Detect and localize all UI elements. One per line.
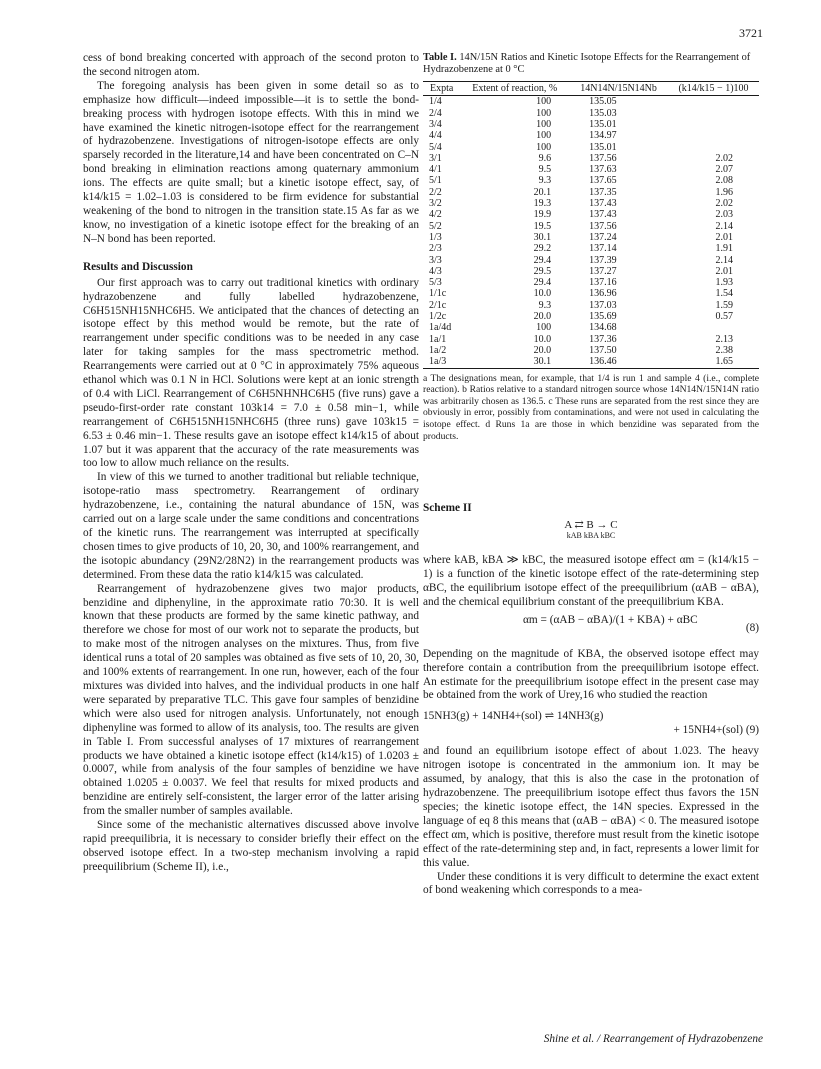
table-cell: 137.36	[589, 333, 617, 345]
table-cell: 135.01	[589, 119, 617, 130]
paragraph: Since some of the mechanistic alternatives discussed above involve rapid preequilibria, it is necessary to consider briefly their effect on the observed isotope effect. In a two-step mechanism involving a rapid preequilibrium (Scheme II), i.e.,	[83, 819, 419, 873]
table-cell: 137.43	[589, 198, 617, 210]
table-cell: 29.4	[533, 277, 552, 289]
table-cell: 1/4	[429, 96, 442, 108]
paragraph: cess of bond breaking concerted with approach of the second proton to the second nitrogen atom.	[83, 52, 419, 78]
table-cell: 1.96	[715, 186, 733, 198]
table-row	[423, 187, 759, 198]
table-row	[423, 130, 759, 141]
table-cell: 2.02	[715, 198, 733, 210]
table-cell: 10.0	[533, 288, 552, 300]
table-cell: 2.14	[715, 220, 733, 232]
table-cell: 2/1c	[429, 299, 447, 311]
table-cell	[668, 96, 759, 108]
table-cell: 30.1	[533, 231, 552, 243]
table-row	[423, 345, 759, 356]
table-cell: 3/3	[429, 254, 442, 266]
equation-8	[423, 614, 759, 644]
paragraph: Under these conditions it is very difficult to determine the exact extent of bond weakening which corresponds to a mea-	[423, 870, 759, 897]
table-cell: 2/2	[429, 186, 442, 198]
table-cell: 2.02	[715, 152, 733, 164]
table-cell: 1.59	[715, 299, 733, 311]
table-cell: 2.01	[715, 265, 733, 277]
table-row	[423, 322, 759, 333]
table-row	[423, 96, 759, 108]
header-extent: Extent of reaction, %	[460, 81, 569, 96]
left-column	[83, 52, 419, 875]
table-row	[423, 356, 759, 368]
table-cell: 1.54	[715, 288, 733, 300]
table-cell: 137.56	[589, 220, 617, 232]
table-cell: 2.13	[715, 333, 733, 345]
table-row	[423, 334, 759, 345]
table-cell: 9.6	[538, 152, 552, 164]
table-cell	[668, 322, 759, 333]
table-cell: 137.63	[589, 164, 617, 176]
equation-9-line1: 15NH3(g) + 14NH4+(sol) ⇌ 14NH3(g)	[423, 710, 604, 723]
table-row	[423, 153, 759, 164]
table-cell: 5/2	[429, 220, 442, 232]
table-cell: 2.14	[715, 254, 733, 266]
scheme-diagram	[423, 518, 759, 544]
table-cell: 135.69	[589, 311, 617, 323]
table-cell: 100	[536, 119, 552, 130]
isotope-table	[423, 81, 759, 369]
right-column	[423, 52, 759, 898]
table-cell: 29.2	[533, 243, 552, 255]
table-row	[423, 209, 759, 220]
scheme-label: Scheme II	[423, 502, 472, 515]
paragraph: where kAB, kBA ≫ kBC, the measured isotope effect αm = (k14/k15 − 1) is a function of the kinetic isotope effect of the rate-determining step αBC, the equilibrium isotope effect of the preequilibrium (αAB − αBA), and the chemical equilibrium constant of the preequilibrium KBA.	[423, 554, 759, 608]
table-row	[423, 288, 759, 299]
table-cell: 135.03	[589, 107, 617, 119]
table-cell: 30.1	[460, 356, 569, 368]
table-cell: 137.35	[589, 186, 617, 198]
equation-8-body: αm = (αAB − αBA)/(1 + KBA) + αBC	[523, 613, 698, 626]
table-cell: 137.56	[589, 152, 617, 164]
table-row	[423, 243, 759, 254]
table-row	[423, 108, 759, 119]
header-ratio: 14N14N/15N14Nb	[569, 81, 668, 96]
table-cell: 9.5	[538, 164, 552, 176]
table-cell: 2.07	[715, 164, 733, 176]
table-body	[423, 96, 759, 368]
scheme-k-back: kBA	[583, 531, 599, 541]
table-title	[423, 52, 759, 77]
equation-9	[423, 709, 759, 737]
equation-8-number: (8)	[745, 621, 759, 634]
table-cell: 3/2	[429, 198, 442, 210]
equation-9-number: (9)	[745, 724, 759, 737]
table-cell: 100	[536, 130, 552, 142]
table-row	[423, 266, 759, 277]
table-title-label: Table I.	[423, 52, 457, 63]
table-row	[423, 142, 759, 153]
table-row	[423, 232, 759, 243]
table-cell: 137.39	[589, 254, 617, 266]
table-row	[423, 255, 759, 266]
table-footnotes: a The designations mean, for example, that 1/4 is run 1 and sample 4 (i.e., complete reaction). b Ratios relative to a standard nitrogen source whose 14N14N/15N14N ratio was arbitrarily chosen as 136.5. c These runs are separated from the rest since they are obviously in error, possibly from contaminations, and were not used in calculating the isotope effect. d Runs 1a are those in which benzidine was separated from the products.	[423, 372, 759, 442]
table-cell: 136.46	[569, 356, 668, 368]
table-cell: 2.03	[715, 209, 733, 221]
table-cell: 136.96	[589, 288, 617, 300]
scheme-k-forward: kAB	[566, 531, 582, 541]
table-cell: 100	[536, 141, 552, 153]
table-cell: 137.14	[589, 243, 617, 255]
paragraph: Rearrangement of hydrazobenzene gives two major products, benzidine and diphenyline, in the approximate ratio 70:30. It is well known that these products are formed by the same kinetic pathway, and therefore we chose for most of our work not to separate the products, but to make most of the nitrogen analyses on the mixtures. Thus, from five identical runs a total of 20 samples was obtained as five sets of 10, 20, 30, and 100% extents of rearrangement. In one run, however, each of the four mixtures was divided into halves, and the individual products in one half were separated by preparative TLC. This gave four samples of benzidine which were also used for nitrogen analysis. Unfortunately, not enough diphenyline was formed to allow of its analysis, too. The results are given in Table I. From successful analyses of 17 mixtures of rearrangement products we have obtained a kinetic isotope effect (k14/k15) of 1.0203 ± 0.0007, while from analysis of the four samples of benzidine we have obtained 1.0205 ± 0.0037. We feel that results for mixed products and benzidine are entirely self-consistent, the larger error of the latter arising from the smaller number of samples available.	[83, 582, 419, 818]
table-title-text: 14N/15N Ratios and Kinetic Isotope Effects for the Rearrangement of Hydrazobenzene at 0 °C	[423, 52, 751, 76]
running-footer: Shine et al. / Rearrangement of Hydrazobenzene	[543, 1033, 763, 1045]
table-cell: 0.57	[715, 311, 733, 323]
table-cell: 4/1	[429, 164, 442, 176]
paragraph: In view of this we turned to another traditional but reliable technique, isotope-ratio mass spectrometry. Rearrangement of ordinary hydrazobenzene, i.e., containing the natural abundance of 15N, was carried out on a large scale under the same conditions and concentrations of the kinetic runs. The rearrangement was interrupted at specifically chosen times to give products of 10, 20, 30, and 100% rearrangement, and the isotopic abundancy (29N2/28N2) in the rearrangement products was determined. From these data the ratio k14/k15 was calculated.	[83, 471, 419, 581]
header-isotope-effect: (k14/k15 − 1)100	[668, 81, 759, 96]
table-cell: 2.01	[715, 231, 733, 243]
table-cell: 134.68	[589, 322, 617, 334]
section-heading: Results and Discussion	[83, 260, 193, 273]
table-cell	[668, 142, 759, 153]
table-cell: 135.01	[589, 141, 617, 153]
table-cell: 137.43	[589, 209, 617, 221]
table-cell: 2.08	[715, 175, 733, 187]
table-cell: 137.65	[589, 175, 617, 187]
table-cell: 1/3	[429, 231, 442, 243]
table-row	[423, 164, 759, 175]
table-cell	[668, 130, 759, 141]
table-cell: 1/2c	[429, 311, 447, 323]
table-cell: 5/3	[429, 277, 442, 289]
table-cell: 137.16	[589, 277, 617, 289]
table-cell: 4/2	[429, 209, 442, 221]
scheme-text: A ⇄ B → C	[564, 519, 618, 532]
table-cell: 137.03	[589, 299, 617, 311]
paragraph: The foregoing analysis has been given in some detail so as to emphasize how difficult—indeed impossible—it is to settle the bond-breaking process with hydrogen isotope effects. With this in mind we have examined the kinetic nitrogen-isotope effect for the rearrangement of hydrazobenzene. Investigations of nitrogen-isotope effects are only sparsely recorded in the literature,14 and have been concentrated on C–N bond breaking in elimination reactions among quaternary ammonium ions. The effects are quite small; but a kinetic isotope effect, say, of k14/k15 = 1.02–1.03 is considered to be firm evidence for substantial weakening of the bond to nitrogen in the transition state.15 As far as we know, no investigation of a kinetic isotope effect for the breaking of an N–N bond has been reported.	[83, 79, 419, 245]
table-cell: 4/4	[429, 130, 442, 142]
table-cell: 135.05	[589, 96, 617, 108]
table-cell: 1.65	[668, 356, 759, 368]
header-expt: Expta	[423, 81, 460, 96]
table-cell	[668, 119, 759, 130]
table-cell: 19.5	[533, 220, 552, 232]
table-cell: 1a/2	[429, 344, 447, 356]
table-cell: 100	[536, 107, 552, 119]
table-cell: 2/4	[429, 107, 442, 119]
paragraph: and found an equilibrium isotope effect of about 1.023. The heavy nitrogen isotope is concentrated in the ammonium ion. It may be assumed, by analogy, that this is also the case in the protonation of hydrazobenzene. The preequilibrium isotope effect thus favors the 15N species; the kinetic isotope effect, the 14N species. Expressed in the language of eq 8 this means that (αAB − αBA) < 0. The measured isotope effect αm, which is positive, therefore must result from the kinetic isotope effect of the rate-determining step and, in fact, represents a lower limit for this value.	[423, 745, 759, 869]
table-cell: 100	[536, 322, 552, 334]
equation-9-line2: + 15NH4+(sol)	[673, 724, 743, 737]
table-cell: 9.3	[538, 175, 552, 187]
table-row	[423, 300, 759, 311]
table-cell: 5/4	[429, 141, 442, 153]
table-cell: 1/1c	[429, 288, 447, 300]
table-cell: 1a/4d	[429, 322, 452, 334]
scheme-k-bc: kBC	[600, 531, 616, 541]
table-cell: 9.3	[538, 299, 552, 311]
page-number: 3721	[739, 26, 763, 40]
table-row	[423, 175, 759, 186]
table-cell: 5/1	[429, 175, 442, 187]
table-cell: 20.1	[533, 186, 552, 198]
table-cell: 1.91	[715, 243, 733, 255]
table-cell: 19.9	[533, 209, 552, 221]
table-cell: 20.0	[533, 311, 552, 323]
table-cell: 29.5	[533, 265, 552, 277]
table-cell: 137.24	[589, 231, 617, 243]
table-cell: 19.3	[533, 198, 552, 210]
table-row	[423, 198, 759, 209]
table-cell: 3/1	[429, 152, 442, 164]
paragraph: Our first approach was to carry out traditional kinetics with ordinary hydrazobenzene and fully labelled hydrazobenzene, C6H515NH15NHC6H5. We anticipated that the chances of detecting an isotope effect by this method would be remote, but the rate of rearrangement under specific conditions was to be needed in any case later for taking samples for the mass spectrometric method. Rearrangements were carried out at 0 °C in approximately 75% aqueous ethanol which was 0.1 N in HCl. Solutions were kept at an ionic strength of 0.4 with LiCl. Rearrangement of C6H5NHNHC6H5 (five runs) gave a pseudo-first-order rate constant 103k14 = 7.0 ± 0.58 min−1, while rearrangement of C6H515NH15NHC6H5 (three runs) gave 103k15 = 6.53 ± 0.46 min−1. These results gave an isotope effect k14/k15 of about 1.07 but it was apparent that the accuracy of the rate measurements was too low to allow much reliance on the results.	[83, 276, 419, 470]
table-cell: 29.4	[533, 254, 552, 266]
table-cell: 4/3	[429, 265, 442, 277]
table-cell: 137.50	[589, 344, 617, 356]
table-row	[423, 221, 759, 232]
table-cell: 1.93	[715, 277, 733, 289]
table-cell: 20.0	[533, 344, 552, 356]
table-cell	[668, 108, 759, 119]
table-cell: 137.27	[589, 265, 617, 277]
table-cell: 1a/3	[423, 356, 460, 368]
paragraph: Depending on the magnitude of KBA, the observed isotope effect may therefore contain a contribution from the preequilibrium isotope effect. An estimate for the preequilibrium isotope effect in the present case may be obtained from the work of Urey,16 who studied the reaction	[423, 647, 759, 702]
table-cell: 2.38	[715, 344, 733, 356]
table-cell: 100	[536, 96, 552, 108]
table-header-row	[423, 81, 759, 96]
table-row	[423, 311, 759, 322]
table-row	[423, 119, 759, 130]
table-cell: 10.0	[533, 333, 552, 345]
table-cell: 2/3	[429, 243, 442, 255]
table-cell: 1a/1	[429, 333, 447, 345]
table-cell: 134.97	[589, 130, 617, 142]
table-row	[423, 277, 759, 288]
table-cell: 3/4	[429, 119, 442, 130]
